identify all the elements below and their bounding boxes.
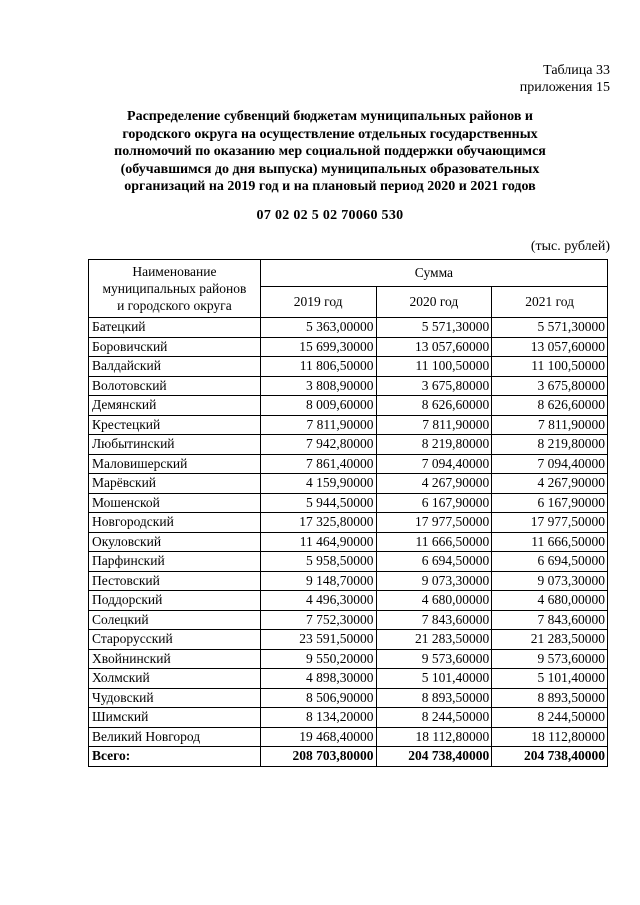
value-2020-cell: 8 893,50000 bbox=[376, 688, 492, 708]
district-name-cell: Старорусский bbox=[89, 630, 261, 650]
value-2019-cell: 208 703,80000 bbox=[260, 747, 376, 767]
district-name-cell: Маловишерский bbox=[89, 454, 261, 474]
value-2020-cell: 8 219,80000 bbox=[376, 435, 492, 455]
table-row bbox=[89, 376, 608, 396]
table-row bbox=[89, 552, 608, 572]
value-2019-cell: 11 806,50000 bbox=[260, 357, 376, 377]
district-name-cell: Любытинский bbox=[89, 435, 261, 455]
district-name-cell: Великий Новгород bbox=[89, 727, 261, 747]
district-name-cell: Новгородский bbox=[89, 513, 261, 533]
column-header-name: Наименование муниципальных районов и городского округа bbox=[89, 260, 261, 318]
value-2020-cell: 5 571,30000 bbox=[376, 318, 492, 338]
value-2021-cell: 13 057,60000 bbox=[492, 337, 608, 357]
column-header-2020: 2020 год bbox=[376, 287, 492, 318]
value-2020-cell: 8 244,50000 bbox=[376, 708, 492, 728]
district-name-cell: Шимский bbox=[89, 708, 261, 728]
value-2021-cell: 9 573,60000 bbox=[492, 649, 608, 669]
value-2020-cell: 7 811,90000 bbox=[376, 415, 492, 435]
district-name-cell: Хвойнинский bbox=[89, 649, 261, 669]
title-line: (обучавшимся до дня выпуска) муниципальных образовательных bbox=[120, 161, 540, 177]
title-line: Распределение субвенций бюджетам муниципальных районов и bbox=[127, 109, 533, 124]
value-2019-cell: 5 958,50000 bbox=[260, 552, 376, 572]
value-2021-cell: 7 811,90000 bbox=[492, 415, 608, 435]
value-2019-cell: 7 811,90000 bbox=[260, 415, 376, 435]
value-2019-cell: 9 148,70000 bbox=[260, 571, 376, 591]
value-2021-cell: 8 244,50000 bbox=[492, 708, 608, 728]
value-2020-cell: 4 680,00000 bbox=[376, 591, 492, 611]
district-name-cell: Волотовский bbox=[89, 376, 261, 396]
value-2021-cell: 21 283,50000 bbox=[492, 630, 608, 650]
value-2021-cell: 7 843,60000 bbox=[492, 610, 608, 630]
district-name-cell: Всего: bbox=[89, 747, 261, 767]
value-2021-cell: 4 267,90000 bbox=[492, 474, 608, 494]
value-2021-cell: 4 680,00000 bbox=[492, 591, 608, 611]
value-2021-cell: 6 167,90000 bbox=[492, 493, 608, 513]
table-row bbox=[89, 688, 608, 708]
budget-code: 07 02 02 5 02 70060 530 bbox=[256, 208, 404, 223]
district-name-cell: Батецкий bbox=[89, 318, 261, 338]
table-row bbox=[89, 318, 608, 338]
table-row bbox=[89, 415, 608, 435]
value-2020-cell: 9 573,60000 bbox=[376, 649, 492, 669]
value-2019-cell: 7 861,40000 bbox=[260, 454, 376, 474]
table-row bbox=[89, 357, 608, 377]
value-2020-cell: 8 626,60000 bbox=[376, 396, 492, 416]
value-2021-cell: 6 694,50000 bbox=[492, 552, 608, 572]
value-2019-cell: 17 325,80000 bbox=[260, 513, 376, 533]
table-row bbox=[89, 727, 608, 747]
district-name-cell: Поддорский bbox=[89, 591, 261, 611]
value-2020-cell: 11 666,50000 bbox=[376, 532, 492, 552]
table-row bbox=[89, 708, 608, 728]
value-2019-cell: 3 808,90000 bbox=[260, 376, 376, 396]
header-row bbox=[89, 260, 608, 287]
column-header-2019: 2019 год bbox=[260, 287, 376, 318]
district-name-cell: Пестовский bbox=[89, 571, 261, 591]
value-2021-cell: 18 112,80000 bbox=[492, 727, 608, 747]
title-line: полномочий по оказанию мер социальной поддержки обучающимся bbox=[114, 144, 546, 159]
value-2019-cell: 15 699,30000 bbox=[260, 337, 376, 357]
district-name-cell: Солецкий bbox=[89, 610, 261, 630]
table-row bbox=[89, 630, 608, 650]
table-row bbox=[89, 513, 608, 533]
table-row bbox=[89, 610, 608, 630]
value-2019-cell: 19 468,40000 bbox=[260, 727, 376, 747]
table-row bbox=[89, 571, 608, 591]
value-2019-cell: 4 496,30000 bbox=[260, 591, 376, 611]
value-2019-cell: 5 944,50000 bbox=[260, 493, 376, 513]
total-row bbox=[89, 747, 608, 767]
column-header-sum: Сумма bbox=[260, 260, 607, 287]
value-2020-cell: 7 094,40000 bbox=[376, 454, 492, 474]
value-2021-cell: 3 675,80000 bbox=[492, 376, 608, 396]
table-row bbox=[89, 396, 608, 416]
value-2019-cell: 8 009,60000 bbox=[260, 396, 376, 416]
value-2020-cell: 11 100,50000 bbox=[376, 357, 492, 377]
district-name-cell: Парфинский bbox=[89, 552, 261, 572]
district-name-cell: Боровичский bbox=[89, 337, 261, 357]
value-2019-cell: 8 134,20000 bbox=[260, 708, 376, 728]
document-title bbox=[70, 108, 590, 196]
district-name-cell: Окуловский bbox=[89, 532, 261, 552]
value-2021-cell: 8 626,60000 bbox=[492, 396, 608, 416]
value-2021-cell: 9 073,30000 bbox=[492, 571, 608, 591]
value-2020-cell: 3 675,80000 bbox=[376, 376, 492, 396]
title-line: организаций на 2019 год и на плановый период 2020 и 2021 годов bbox=[124, 179, 536, 194]
value-2021-cell: 204 738,40000 bbox=[492, 747, 608, 767]
table-row bbox=[89, 669, 608, 689]
value-2021-cell: 11 666,50000 bbox=[492, 532, 608, 552]
value-2019-cell: 9 550,20000 bbox=[260, 649, 376, 669]
title-line: городского округа на осуществление отдельных государственных bbox=[122, 126, 538, 142]
table-reference bbox=[520, 62, 610, 96]
district-name-cell: Крестецкий bbox=[89, 415, 261, 435]
column-header-2021: 2021 год bbox=[492, 287, 608, 318]
value-2020-cell: 6 167,90000 bbox=[376, 493, 492, 513]
value-2021-cell: 11 100,50000 bbox=[492, 357, 608, 377]
district-name-cell: Демянский bbox=[89, 396, 261, 416]
unit-label: (тыс. рублей) bbox=[530, 239, 610, 254]
value-2020-cell: 21 283,50000 bbox=[376, 630, 492, 650]
value-2020-cell: 7 843,60000 bbox=[376, 610, 492, 630]
value-2021-cell: 17 977,50000 bbox=[492, 513, 608, 533]
table-row bbox=[89, 474, 608, 494]
value-2019-cell: 4 898,30000 bbox=[260, 669, 376, 689]
district-name-cell: Мошенской bbox=[89, 493, 261, 513]
table-number: Таблица 33 bbox=[543, 63, 610, 78]
table-row bbox=[89, 454, 608, 474]
value-2021-cell: 5 571,30000 bbox=[492, 318, 608, 338]
value-2020-cell: 13 057,60000 bbox=[376, 337, 492, 357]
value-2020-cell: 5 101,40000 bbox=[376, 669, 492, 689]
district-name-cell: Чудовский bbox=[89, 688, 261, 708]
value-2019-cell: 4 159,90000 bbox=[260, 474, 376, 494]
district-name-cell: Валдайский bbox=[89, 357, 261, 377]
table-row bbox=[89, 493, 608, 513]
district-name-cell: Холмский bbox=[89, 669, 261, 689]
value-2021-cell: 5 101,40000 bbox=[492, 669, 608, 689]
value-2020-cell: 6 694,50000 bbox=[376, 552, 492, 572]
value-2019-cell: 7 752,30000 bbox=[260, 610, 376, 630]
table-row bbox=[89, 435, 608, 455]
value-2019-cell: 5 363,00000 bbox=[260, 318, 376, 338]
value-2020-cell: 17 977,50000 bbox=[376, 513, 492, 533]
value-2021-cell: 8 219,80000 bbox=[492, 435, 608, 455]
district-name-cell: Марёвский bbox=[89, 474, 261, 494]
value-2021-cell: 7 094,40000 bbox=[492, 454, 608, 474]
table-row bbox=[89, 532, 608, 552]
table-row bbox=[89, 591, 608, 611]
value-2021-cell: 8 893,50000 bbox=[492, 688, 608, 708]
value-2019-cell: 8 506,90000 bbox=[260, 688, 376, 708]
subsidy-table bbox=[88, 259, 608, 767]
value-2019-cell: 23 591,50000 bbox=[260, 630, 376, 650]
value-2020-cell: 9 073,30000 bbox=[376, 571, 492, 591]
value-2020-cell: 18 112,80000 bbox=[376, 727, 492, 747]
table-row bbox=[89, 337, 608, 357]
appendix-number: приложения 15 bbox=[519, 80, 610, 95]
value-2020-cell: 4 267,90000 bbox=[376, 474, 492, 494]
table-row bbox=[89, 649, 608, 669]
value-2019-cell: 7 942,80000 bbox=[260, 435, 376, 455]
value-2019-cell: 11 464,90000 bbox=[260, 532, 376, 552]
value-2020-cell: 204 738,40000 bbox=[376, 747, 492, 767]
